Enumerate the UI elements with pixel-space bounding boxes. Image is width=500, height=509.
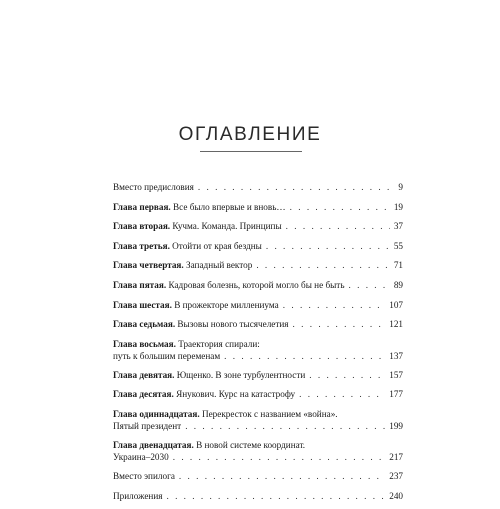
toc-text-continued: путь к большим переменам <box>113 350 221 361</box>
toc-leader <box>299 388 385 400</box>
toc-text: Вызовы нового тысячелетия <box>177 319 289 330</box>
toc-page: 55 <box>393 240 403 251</box>
toc-entry[interactable] <box>113 388 403 400</box>
toc-page: 137 <box>389 350 403 361</box>
toc-page: 199 <box>389 420 403 431</box>
toc-chapter: Глава одиннадцатая. <box>113 408 200 419</box>
toc-page: 237 <box>389 470 403 481</box>
toc-page: 71 <box>393 260 403 271</box>
toc-chapter: Глава вторая. <box>113 221 171 232</box>
toc-page: 157 <box>389 369 403 380</box>
toc-leader <box>266 240 390 252</box>
title-underline <box>200 151 302 152</box>
toc-chapter: Глава десятая. <box>113 389 174 400</box>
toc-entry[interactable] <box>113 299 403 311</box>
toc-page: 217 <box>389 451 403 462</box>
toc-chapter: Глава первая. <box>113 201 171 212</box>
table-of-contents <box>113 181 403 509</box>
toc-text: Траектория спирали: <box>178 338 260 349</box>
toc-entry[interactable] <box>113 470 403 482</box>
toc-entry[interactable] <box>113 439 403 463</box>
toc-text: Отойти от края бездны <box>172 240 262 251</box>
toc-leader <box>290 201 390 213</box>
toc-chapter: Глава восьмая. <box>113 338 176 349</box>
toc-page: 240 <box>389 490 403 501</box>
toc-chapter: Глава седьмая. <box>113 319 176 330</box>
toc-leader <box>198 181 394 193</box>
toc-leader <box>185 420 385 432</box>
toc-text: Все было впервые и вновь… <box>173 201 286 212</box>
toc-text: Ющенко. В зоне турбулентности <box>176 369 306 380</box>
toc-leader <box>179 470 385 482</box>
toc-page: 9 <box>398 182 403 192</box>
toc-entry[interactable] <box>113 318 403 330</box>
toc-entry[interactable] <box>113 408 403 432</box>
toc-entry[interactable] <box>113 338 403 362</box>
page-title: ОГЛАВЛЕНИЕ <box>178 124 322 145</box>
toc-leader <box>349 279 390 291</box>
toc-leader <box>173 451 386 463</box>
toc-page: 107 <box>389 299 403 310</box>
toc-text: Вместо предисловия <box>113 182 194 192</box>
toc-text: Приложения <box>113 490 163 501</box>
toc-chapter: Глава шестая. <box>113 299 172 310</box>
toc-leader <box>283 299 385 311</box>
toc-text: Перекресток с названием «война». <box>201 408 338 419</box>
toc-chapter: Глава двенадцатая. <box>113 439 194 450</box>
toc-leader <box>256 259 389 271</box>
toc-entry[interactable] <box>113 220 403 232</box>
toc-chapter: Глава пятая. <box>113 279 167 290</box>
toc-page: 121 <box>389 319 403 330</box>
toc-leader <box>224 350 385 362</box>
toc-entry[interactable] <box>113 369 403 381</box>
toc-entry[interactable] <box>113 240 403 252</box>
toc-leader <box>309 369 385 381</box>
toc-text: Вместо эпилога <box>113 470 175 481</box>
toc-chapter: Глава третья. <box>113 240 170 251</box>
toc-text: Кучма. Команда. Принципы <box>172 221 282 232</box>
toc-entry[interactable] <box>113 279 403 291</box>
toc-leader <box>293 318 386 330</box>
toc-page: 89 <box>393 279 403 290</box>
toc-text: В прожекторе миллениума <box>174 299 279 310</box>
toc-entry[interactable] <box>113 259 403 271</box>
toc-page: 37 <box>393 221 403 232</box>
toc-text: Янукович. Курс на катастрофу <box>176 389 296 400</box>
toc-text-continued: Пятый президент <box>113 420 182 431</box>
toc-text: Западный вектор <box>186 260 253 271</box>
toc-text: В новой системе координат. <box>196 439 306 450</box>
toc-leader <box>286 220 390 232</box>
toc-entry[interactable] <box>113 201 403 213</box>
toc-text: Кадровая болезнь, которой могло бы не быть <box>168 279 345 290</box>
toc-entry[interactable] <box>113 181 403 193</box>
toc-text-continued: Украина–2030 <box>113 451 169 462</box>
toc-page: 19 <box>393 201 403 212</box>
toc-chapter: Глава девятая. <box>113 369 175 380</box>
toc-chapter: Глава четвертая. <box>113 260 184 271</box>
toc-page: 177 <box>389 389 403 400</box>
